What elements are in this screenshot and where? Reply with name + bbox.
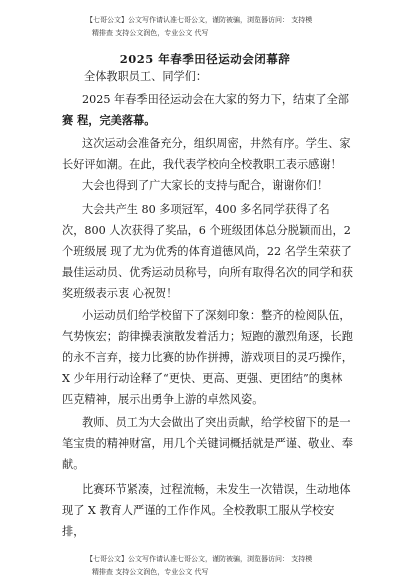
paragraph-1	[62, 89, 360, 131]
text-line: 匹克精神，展示出勇争上游的卓然风姿。	[62, 393, 264, 406]
paragraph-3	[62, 175, 360, 196]
document-title: 2025 年春季田径运动会闭幕辞	[119, 52, 291, 66]
text-line: 排，	[62, 525, 85, 538]
text-line: 笔宝贵的精神财富，用几个关键词概括就是严谨、敬业、奉	[62, 437, 353, 450]
paragraph-greeting	[62, 66, 360, 87]
header-line-1: 【七哥公文】公文写作请认准七哥公文，谨防被骗，浏览器访问： 支持模	[86, 16, 313, 24]
text-line: 的永不言弃，接力比赛的协作拼搏，游戏项目的灵巧操作，	[62, 351, 353, 364]
text-line: 全体教职员工、同学们：	[84, 70, 208, 83]
text-line: 教师、员工为大会做出了突出贡献，给学校留下的是一	[82, 416, 351, 429]
document-body	[62, 66, 360, 542]
text-line: 小运动员们给学校留下了深刻印象：整齐的检阅队伍，	[82, 309, 351, 322]
header-line-2: 精排查 支持公文润色，专业公文 代写	[92, 29, 209, 37]
text-line: 现了 X 教育人严谨的工作作风。全校教职工服从学校安	[62, 504, 335, 517]
text-line: 大会共产生 80 多项冠军，400 多名同学获得了名	[82, 203, 330, 216]
text-line: X 少年用行动诠释了“更快、更高、更强、更团结”的奥林	[62, 372, 343, 385]
paragraph-6	[62, 412, 360, 475]
text-line: 大会也得到了广大家长的支持与配合，谢谢你们！	[82, 179, 329, 192]
paragraph-2	[62, 133, 360, 175]
text-line: 个班级展 现了尤为优秀的体育道德风尚，22 名学生荣获了	[62, 245, 352, 258]
text-line: 比赛环节紧凑，过程流畅，未发生一次错误，生动地体	[82, 483, 351, 496]
text-line: 奖班级表示衷 心祝贺！	[62, 287, 178, 300]
footer-line-2: 精排查 支持公文润色，专业公文 代写	[92, 568, 209, 576]
text-line: 气势恢宏；韵律操表演散发着活力；短跑的激烈角逐，长跑	[62, 330, 353, 343]
paragraph-7	[62, 479, 360, 542]
paragraph-4	[62, 199, 360, 304]
page-header	[86, 14, 386, 40]
text-line: 这次运动会准备充分，组织周密，井然有序。学生、家	[82, 137, 351, 150]
text-line: 次，800 人次获得了奖品，6 个班级团体总分脱颖而出，2	[62, 224, 351, 237]
footer-line-1: 【七哥公文】公文写作请认准七哥公文，谨防被骗，浏览器访问： 支持模	[86, 555, 313, 563]
text-line: 长好评如潮。在此，我代表学校向全校教职工表示感谢！	[62, 158, 342, 171]
text-line: 赛 程，完美落幕。	[62, 113, 156, 127]
text-line: 献。	[62, 458, 85, 471]
text-line: 2025 年春季田径运动会在大家的努力下，结束了全部	[82, 93, 349, 106]
paragraph-5	[62, 305, 360, 410]
text-line: 最佳运动员、优秀运动员称号，向所有取得名次的同学和获	[62, 266, 353, 279]
page-footer	[86, 553, 386, 579]
